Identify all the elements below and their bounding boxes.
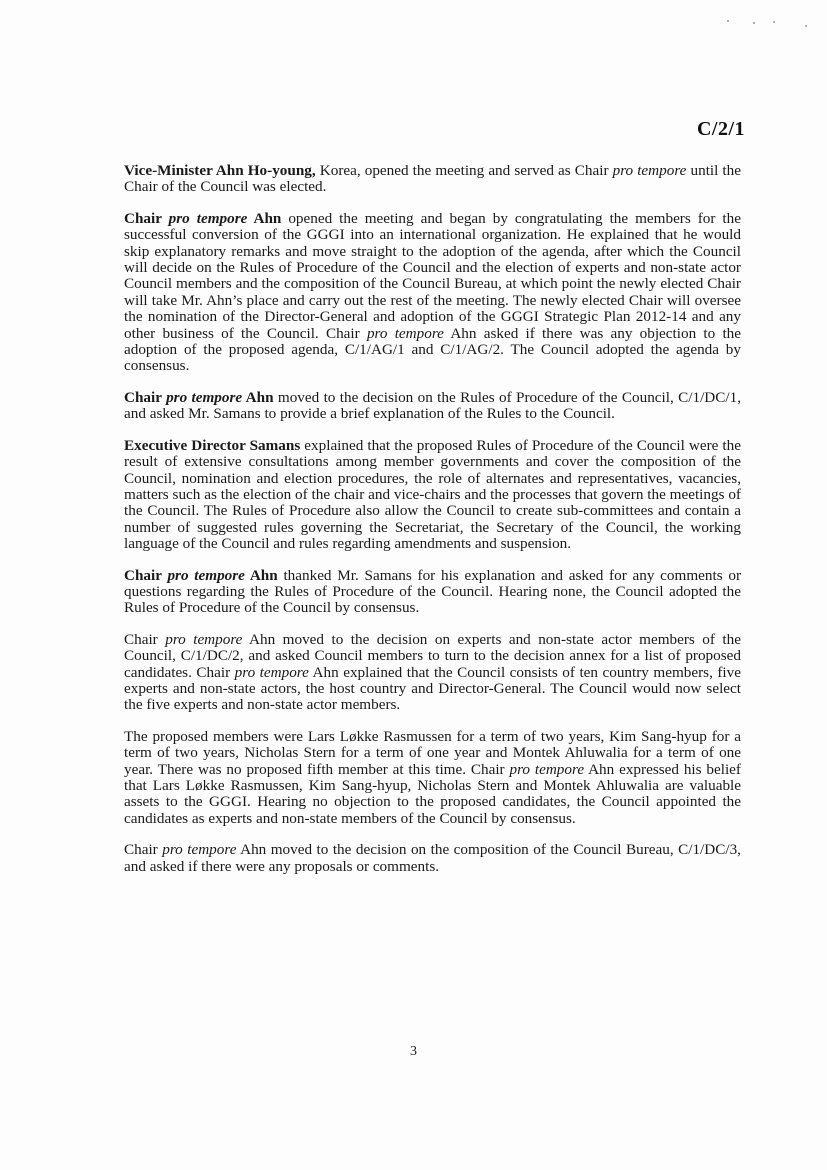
paragraph-text: Korea, opened the meeting and served as Chair xyxy=(315,162,613,179)
paragraph-text: Ahn moved to the decision on experts and non-state actor members of the Council, C/1/DC/2, and asked Council members to turn to the decision annex for a list of proposed candidates. Chair xyxy=(124,630,741,681)
paragraph xyxy=(124,211,741,375)
emphasized-text: pro tempore xyxy=(166,388,243,406)
paragraph-text: Ahn moved to the decision on the composition of the Council Bureau, C/1/DC/3, and asked if there were any proposals or comments. xyxy=(124,841,741,875)
paragraph xyxy=(124,632,741,714)
paragraph-text: thanked Mr. Samans for his explanation and asked for any comments or questions regarding the Rules of Procedure of the Council. Hearing none, the Council adopted the Rules of Procedure of the Council by consensus. xyxy=(124,566,742,617)
emphasized-text: Chair xyxy=(124,566,168,584)
scan-artifacts xyxy=(721,14,811,34)
emphasized-text: pro tempore xyxy=(234,663,309,681)
paragraph-text: Ahn explained that the Council consists of ten country members, five experts and non-state actors, the host country and Director-General. The Council would now select the five experts and non-state actor members. xyxy=(124,663,741,714)
paragraph-text: until the Chair of the Council was elected. xyxy=(124,162,741,196)
emphasized-text: pro tempore xyxy=(167,566,245,584)
paragraph-text: moved to the decision on the Rules of Procedure of the Council, C/1/DC/1, and asked Mr. Samans to provide a brief explanation of the Rules to the Council. xyxy=(124,388,741,423)
emphasized-text: Ahn xyxy=(244,566,278,584)
emphasized-text: Vice-Minister Ahn Ho-young, xyxy=(124,162,316,179)
paragraph-text: Chair xyxy=(124,841,163,859)
document-symbol: C/2/1 xyxy=(696,118,745,140)
emphasized-text: Ahn xyxy=(242,388,274,406)
paragraph xyxy=(124,163,741,196)
paragraph xyxy=(124,568,741,617)
emphasized-text: pro tempore xyxy=(162,841,237,859)
paragraph-text: opened the meeting and began by congratulating the members for the successful conversion of the GGGI into an international organization. He explained that he would skip explanatory remarks and move straight to the adoption of the agenda, after which the Council will decide on the Rules of Procedure of the Council and the election of experts and non-state actor Council members and the composition of the Council Bureau, at which point the newly elected Chair will take Mr. Ahn’s place and carry out the rest of the meeting. The newly elected Chair will oversee the nomination of the Director-General and adoption of the GGGI Strategic Plan 2012-14 and any other business of the Council. Chair xyxy=(124,209,741,342)
paragraph-text: explained that the proposed Rules of Procedure of the Council were the result of extensive consultations among member governments and cover the composition of the Council, nomination and election procedures, the role of alternates and representatives, vacancies, matters such as the election of the chair and vice-chairs and the processes that govern the meetings of the Council. The Rules of Procedure also allow the Council to create sub-committees and contain a number of suggested rules governing the Secretariat, the Secretary of the Council, the working language of the Council and rules regarding amendments and suspension. xyxy=(124,436,741,553)
paragraph xyxy=(124,729,741,827)
paragraph xyxy=(124,842,741,875)
emphasized-text: pro tempore xyxy=(165,630,243,648)
emphasized-text: Executive Director Samans xyxy=(124,436,301,454)
emphasized-text: pro tempore xyxy=(366,324,444,342)
emphasized-text: Chair xyxy=(124,209,169,227)
paragraph xyxy=(124,438,741,553)
paragraph-text: The proposed members were Lars Løkke Rasmussen for a term of two years, Kim Sang-hyup for a term of two years, Nicholas Stern for a term of one year and Montek Ahluwalia for a term of one year. There was no proposed fifth member at this time. Chair xyxy=(124,727,741,778)
paragraph xyxy=(124,390,741,423)
document-body xyxy=(124,163,741,890)
emphasized-text: Ahn xyxy=(247,209,282,227)
emphasized-text: pro tempore xyxy=(168,209,248,227)
emphasized-text: Chair xyxy=(124,388,167,406)
paragraph-text: Ahn asked if there was any objection to the adoption of the proposed agenda, C/1/AG/1 and C/1/AG/2. The Council adopted the agenda by consensus. xyxy=(124,324,741,375)
emphasized-text: pro tempore xyxy=(612,162,687,179)
emphasized-text: pro tempore xyxy=(509,760,585,778)
page-number: 3 xyxy=(410,1044,417,1059)
paragraph-text: Chair xyxy=(124,630,166,648)
paragraph-text: Ahn expressed his belief that Lars Løkke Rasmussen, Kim Sang-hyup, Nicholas Stern and Montek Ahluwalia are valuable assets to the GGGI. Hearing no objection to the proposed candidates, the Council appointed the candidates as experts and non-state members of the Council by consensus. xyxy=(124,760,741,827)
